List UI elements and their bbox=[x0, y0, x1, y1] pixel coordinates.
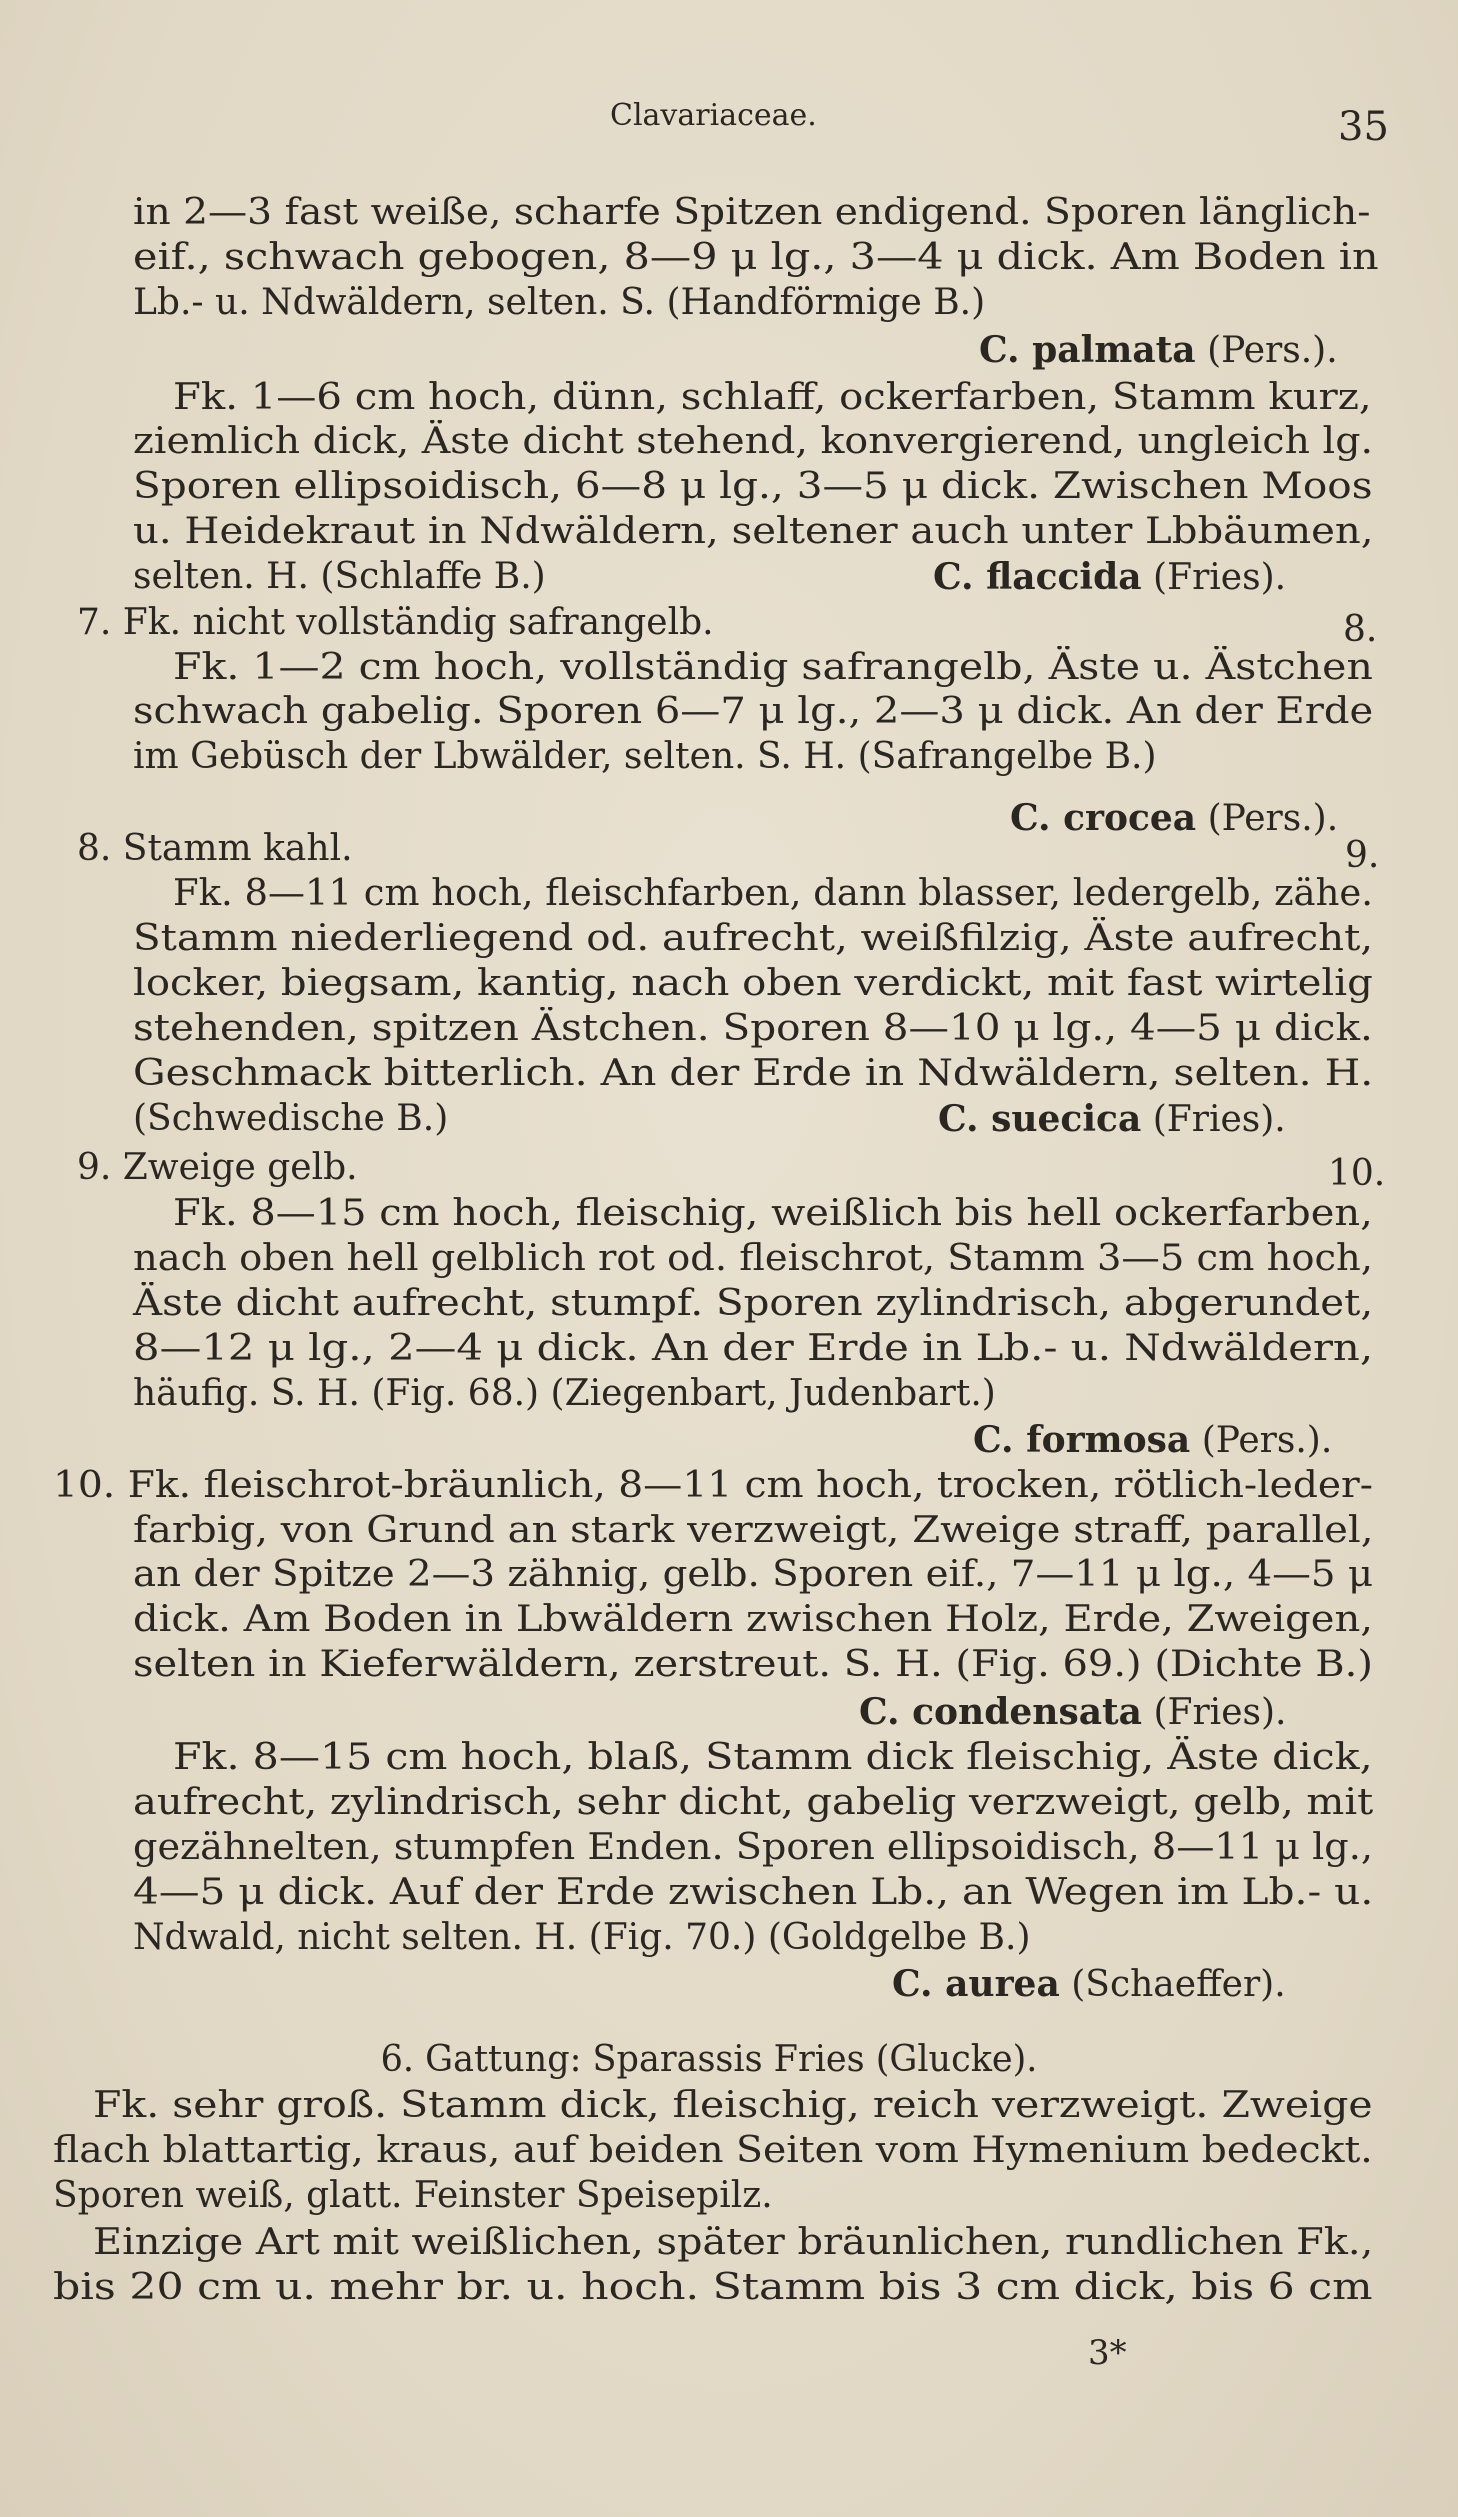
text-line: aufrecht, zylindrisch, sehr dicht, gabelig verzweigt, gelb, mit bbox=[133, 1782, 1374, 1823]
text-line: eif., schwach gebogen, 8—9 μ lg., 3—4 μ dick. Am Boden in bbox=[133, 237, 1379, 278]
genus-heading: 6. Gattung: Sparassis Fries (Glucke). bbox=[380, 2039, 1038, 2080]
text-line: in 2—3 fast weiße, scharfe Spitzen endigend. Sporen länglich- bbox=[133, 192, 1371, 233]
text-line: selten. H. (Schlaffe B.) bbox=[133, 556, 546, 597]
text-line: Fk. 1—6 cm hoch, dünn, schlaff, ockerfarben, Stamm kurz, bbox=[173, 377, 1372, 418]
text-line: 4—5 μ dick. Auf der Erde zwischen Lb., an Wegen im Lb.- u. bbox=[133, 1872, 1374, 1913]
species-author: (Fries). bbox=[1142, 1692, 1287, 1733]
text-line: 8—12 μ lg., 2—4 μ dick. An der Erde in Lb.- u. Ndwäldern, bbox=[133, 1328, 1374, 1369]
text-line: 10. bbox=[1328, 1153, 1386, 1194]
text-line: Fk. 8—15 cm hoch, fleischig, weißlich bis hell ockerfarben, bbox=[173, 1193, 1373, 1234]
text-line: Geschmack bitterlich. An der Erde in Ndwäldern, selten. H. bbox=[133, 1053, 1374, 1094]
text-line: häufig. S. H. (Fig. 68.) (Ziegenbart, Judenbart.) bbox=[133, 1373, 996, 1414]
text-line: 10. Fk. fleischrot-bräunlich, 8—11 cm hoch, trocken, rötlich-leder- bbox=[53, 1465, 1373, 1506]
text-line: ziemlich dick, Äste dicht stehend, konvergierend, ungleich lg. bbox=[133, 421, 1374, 462]
text-line: bis 20 cm u. mehr br. u. hoch. Stamm bis 3 cm dick, bis 6 cm bbox=[53, 2267, 1373, 2308]
species-name: C. crocea bbox=[1010, 797, 1197, 839]
text-line: Fk. 8—11 cm hoch, fleischfarben, dann blasser, ledergelb, zähe. bbox=[173, 873, 1373, 914]
species-name-line bbox=[973, 1418, 1332, 1463]
text-line: Lb.- u. Ndwäldern, selten. S. (Handförmige B.) bbox=[133, 282, 986, 323]
running-title: Clavariaceae. bbox=[610, 98, 817, 133]
page-number: 35 bbox=[1338, 104, 1389, 150]
species-author: (Schaeffer). bbox=[1059, 1964, 1286, 2005]
species-author: (Pers.). bbox=[1195, 330, 1338, 371]
text-line: Einzige Art mit weißlichen, später bräunlichen, rundlichen Fk., bbox=[93, 2222, 1374, 2263]
species-author: (Pers.). bbox=[1196, 798, 1339, 839]
text-line: an der Spitze 2—3 zähnig, gelb. Sporen eif., 7—11 μ lg., 4—5 μ bbox=[133, 1554, 1374, 1595]
species-name-line bbox=[1010, 796, 1338, 841]
text-line: nach oben hell gelblich rot od. fleischrot, Stamm 3—5 cm hoch, bbox=[133, 1238, 1374, 1279]
species-name-line bbox=[933, 555, 1286, 600]
text-line: Sporen weiß, glatt. Feinster Speisepilz. bbox=[53, 2175, 773, 2216]
species-name-line bbox=[938, 1097, 1286, 1142]
text-line: 9. Zweige gelb. bbox=[77, 1147, 358, 1188]
signature-mark: 3* bbox=[1088, 2333, 1127, 2373]
text-line: 9. bbox=[1345, 835, 1380, 876]
text-line: Fk. 1—2 cm hoch, vollständig safrangelb, Äste u. Ästchen bbox=[173, 647, 1373, 688]
text-line: farbig, von Grund an stark verzweigt, Zweige straff, parallel, bbox=[133, 1510, 1374, 1551]
text-line: 8. Stamm kahl. bbox=[77, 828, 353, 869]
species-name: C. condensata bbox=[859, 1691, 1142, 1733]
species-name-line bbox=[859, 1690, 1286, 1735]
text-line: Fk. 8—15 cm hoch, blaß, Stamm dick fleischig, Äste dick, bbox=[173, 1737, 1373, 1778]
text-line: Stamm niederliegend od. aufrecht, weißfilzig, Äste aufrecht, bbox=[133, 918, 1374, 959]
species-name: C. palmata bbox=[979, 329, 1196, 371]
text-line: Sporen ellipsoidisch, 6—8 μ lg., 3—5 μ dick. Zwischen Moos bbox=[133, 466, 1373, 507]
text-line: 8. bbox=[1343, 609, 1378, 650]
text-line: (Schwedische B.) bbox=[133, 1098, 449, 1139]
species-name: C. formosa bbox=[973, 1419, 1191, 1461]
text-line: selten in Kieferwäldern, zerstreut. S. H. (Fig. 69.) (Dichte B.) bbox=[133, 1644, 1373, 1685]
species-name: C. aurea bbox=[892, 1963, 1060, 2005]
text-line: Ndwald, nicht selten. H. (Fig. 70.) (Goldgelbe B.) bbox=[133, 1917, 1031, 1958]
species-name: C. suecica bbox=[938, 1098, 1142, 1140]
species-author: (Fries). bbox=[1141, 1099, 1286, 1140]
text-line: Äste dicht aufrecht, stumpf. Sporen zylindrisch, abgerundet, bbox=[133, 1283, 1374, 1324]
text-line: dick. Am Boden in Lbwäldern zwischen Holz, Erde, Zweigen, bbox=[133, 1599, 1374, 1640]
species-author: (Fries). bbox=[1141, 557, 1287, 598]
text-line: stehenden, spitzen Ästchen. Sporen 8—10 μ lg., 4—5 μ dick. bbox=[133, 1008, 1373, 1049]
text-line: schwach gabelig. Sporen 6—7 μ lg., 2—3 μ dick. An der Erde bbox=[133, 691, 1374, 732]
text-line: im Gebüsch der Lbwälder, selten. S. H. (Safrangelbe B.) bbox=[133, 736, 1157, 777]
text-line: 7. Fk. nicht vollständig safrangelb. bbox=[77, 602, 714, 643]
text-line: locker, biegsam, kantig, nach oben verdickt, mit fast wirtelig bbox=[133, 963, 1373, 1004]
text-line: Fk. sehr groß. Stamm dick, fleischig, reich verzweigt. Zweige bbox=[93, 2085, 1373, 2126]
species-author: (Pers.). bbox=[1190, 1420, 1333, 1461]
text-line: flach blattartig, kraus, auf beiden Seiten vom Hymenium bedeckt. bbox=[53, 2130, 1373, 2171]
text-line: u. Heidekraut in Ndwäldern, seltener auch unter Lbbäumen, bbox=[133, 511, 1374, 552]
text-line: gezähnelten, stumpfen Enden. Sporen ellipsoidisch, 8—11 μ lg., bbox=[133, 1827, 1374, 1868]
species-name-line bbox=[892, 1962, 1286, 2007]
species-name-line bbox=[979, 328, 1338, 373]
species-name: C. flaccida bbox=[933, 556, 1142, 598]
